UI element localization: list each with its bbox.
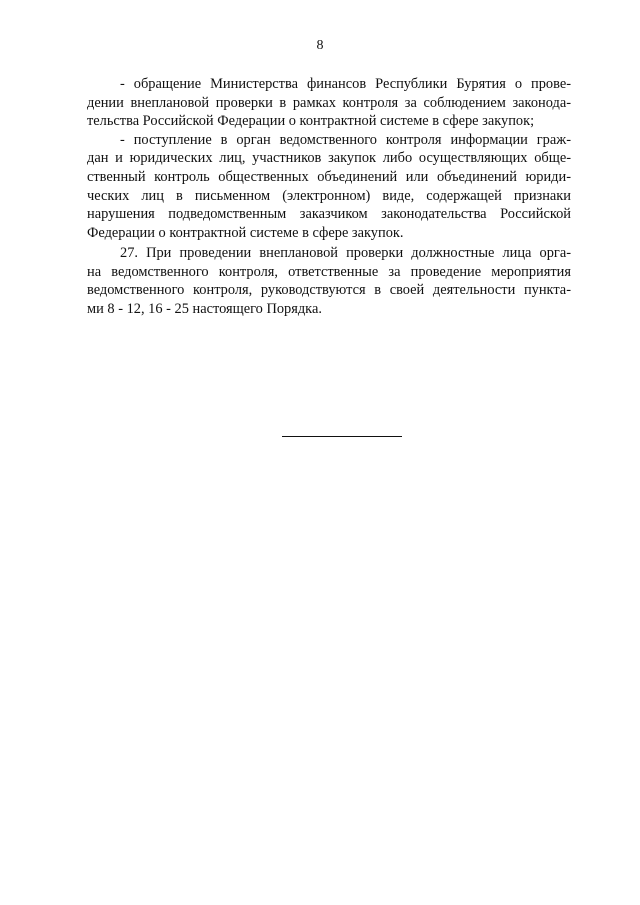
paragraph-27 xyxy=(87,244,571,318)
text-line: 27. При проведении внеплановой проверки должностные лица орга- xyxy=(120,245,571,261)
text-line: ми 8 - 12, 16 - 25 настоящего Порядка. xyxy=(87,300,322,317)
text-line: - обращение Министерства финансов Республики Бурятия о прове- xyxy=(120,76,571,92)
text-line: ведомственного контроля, руководствуются в своей деятельности пункта- xyxy=(87,282,571,299)
text-line: нарушения подведомственным заказчиком законодательства Российской xyxy=(87,206,571,223)
text-line: ческих лиц в письменном (электронном) виде, содержащей признаки xyxy=(87,187,571,204)
text-line: на ведомственного контроля, ответственные за проведение мероприятия xyxy=(87,263,571,280)
text-line: дан и юридических лиц, участников закупок либо осуществляющих обще- xyxy=(87,150,571,167)
paragraph-receipt xyxy=(87,131,571,243)
text-line: ственный контроль общественных объединений или объединений юриди- xyxy=(87,168,571,185)
paragraph-group-1 xyxy=(87,75,571,242)
text-line: - поступление в орган ведомственного контроля информации граж- xyxy=(120,131,571,148)
end-separator-line xyxy=(282,436,402,437)
text-line: дении внеплановой проверки в рамках контроля за соблюдением законода- xyxy=(87,94,571,111)
paragraph-group-2 xyxy=(87,244,571,318)
paragraph-appeal xyxy=(87,75,571,131)
text-line: Федерации о контрактной системе в сфере закупок. xyxy=(87,224,404,241)
page-number: 8 xyxy=(316,38,324,53)
text-line: тельства Российской Федерации о контрактной системе в сфере закупок; xyxy=(87,113,535,130)
